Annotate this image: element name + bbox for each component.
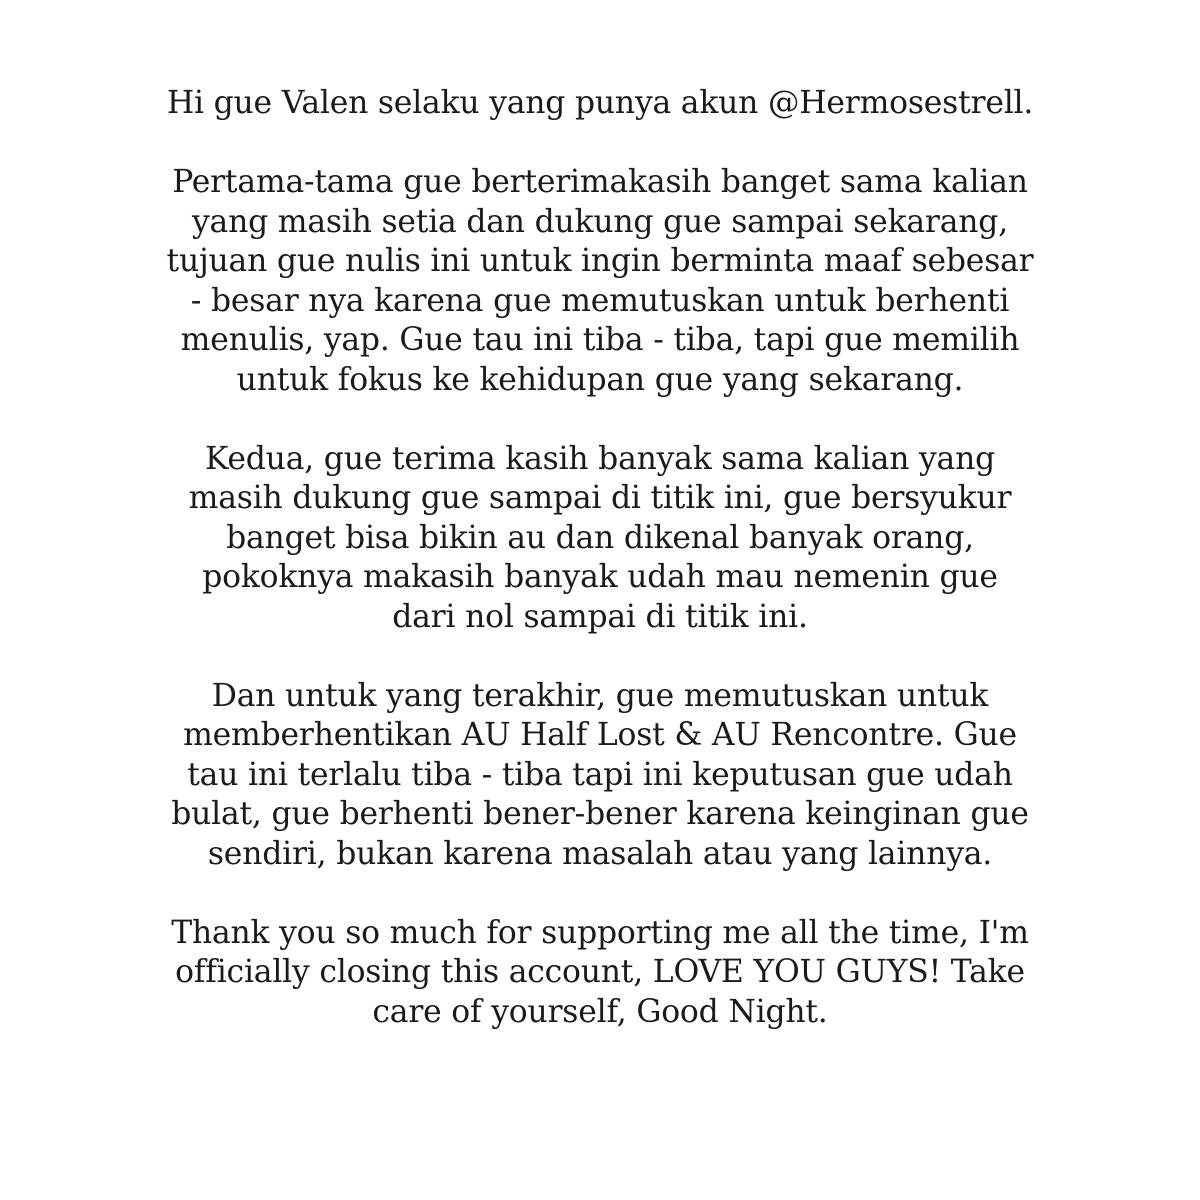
text-line: memberhentikan AU Half Lost & AU Rencontre. Gue: [183, 717, 1017, 753]
message-document: [0, 84, 1200, 1072]
closing-paragraph: [0, 914, 1200, 1033]
text-line: tau ini terlalu tiba - tiba tapi ini keputusan gue udah: [187, 756, 1013, 793]
greeting-paragraph: [0, 84, 1200, 124]
text-line: officially closing this account, LOVE YOU GUYS! Take: [175, 954, 1025, 990]
text-line: care of yourself, Good Night.: [372, 993, 828, 1030]
text-line: Dan untuk yang terakhir, gue memutuskan untuk: [211, 677, 989, 714]
text-line: Kedua, gue terima kasih banyak sama kalian yang: [204, 440, 996, 477]
text-line: Hi gue Valen selaku yang punya akun @Hermosestrell.: [166, 85, 1034, 121]
text-line: bulat, gue berhenti bener-bener karena keinginan gue: [171, 796, 1029, 832]
final-point-paragraph: [0, 677, 1200, 875]
second-point-paragraph: [0, 440, 1200, 638]
text-line: banget bisa bikin au dan dikenal banyak orang,: [226, 519, 974, 556]
text-line: yang masih setia dan dukung gue sampai sekarang,: [192, 203, 1008, 240]
text-line: Pertama-tama gue berterimakasih banget sama kalian: [172, 164, 1028, 200]
first-point-paragraph: [0, 163, 1200, 400]
text-line: tujuan gue nulis ini untuk ingin berminta maaf sebesar: [166, 243, 1034, 279]
text-line: dari nol sampai di titik ini.: [392, 598, 808, 635]
text-line: sendiri, bukan karena masalah atau yang lainnya.: [207, 835, 993, 872]
text-line: masih dukung gue sampai di titik ini, gue bersyukur: [188, 480, 1012, 516]
text-line: menulis, yap. Gue tau ini tiba - tiba, tapi gue memilih: [180, 322, 1020, 358]
text-line: pokoknya makasih banyak udah mau nemenin gue: [202, 559, 998, 595]
text-line: untuk fokus ke kehidupan gue yang sekarang.: [236, 361, 964, 398]
text-line: Thank you so much for supporting me all the time, I'm: [171, 914, 1029, 951]
text-line: - besar nya karena gue memutuskan untuk berhenti: [190, 282, 1010, 319]
